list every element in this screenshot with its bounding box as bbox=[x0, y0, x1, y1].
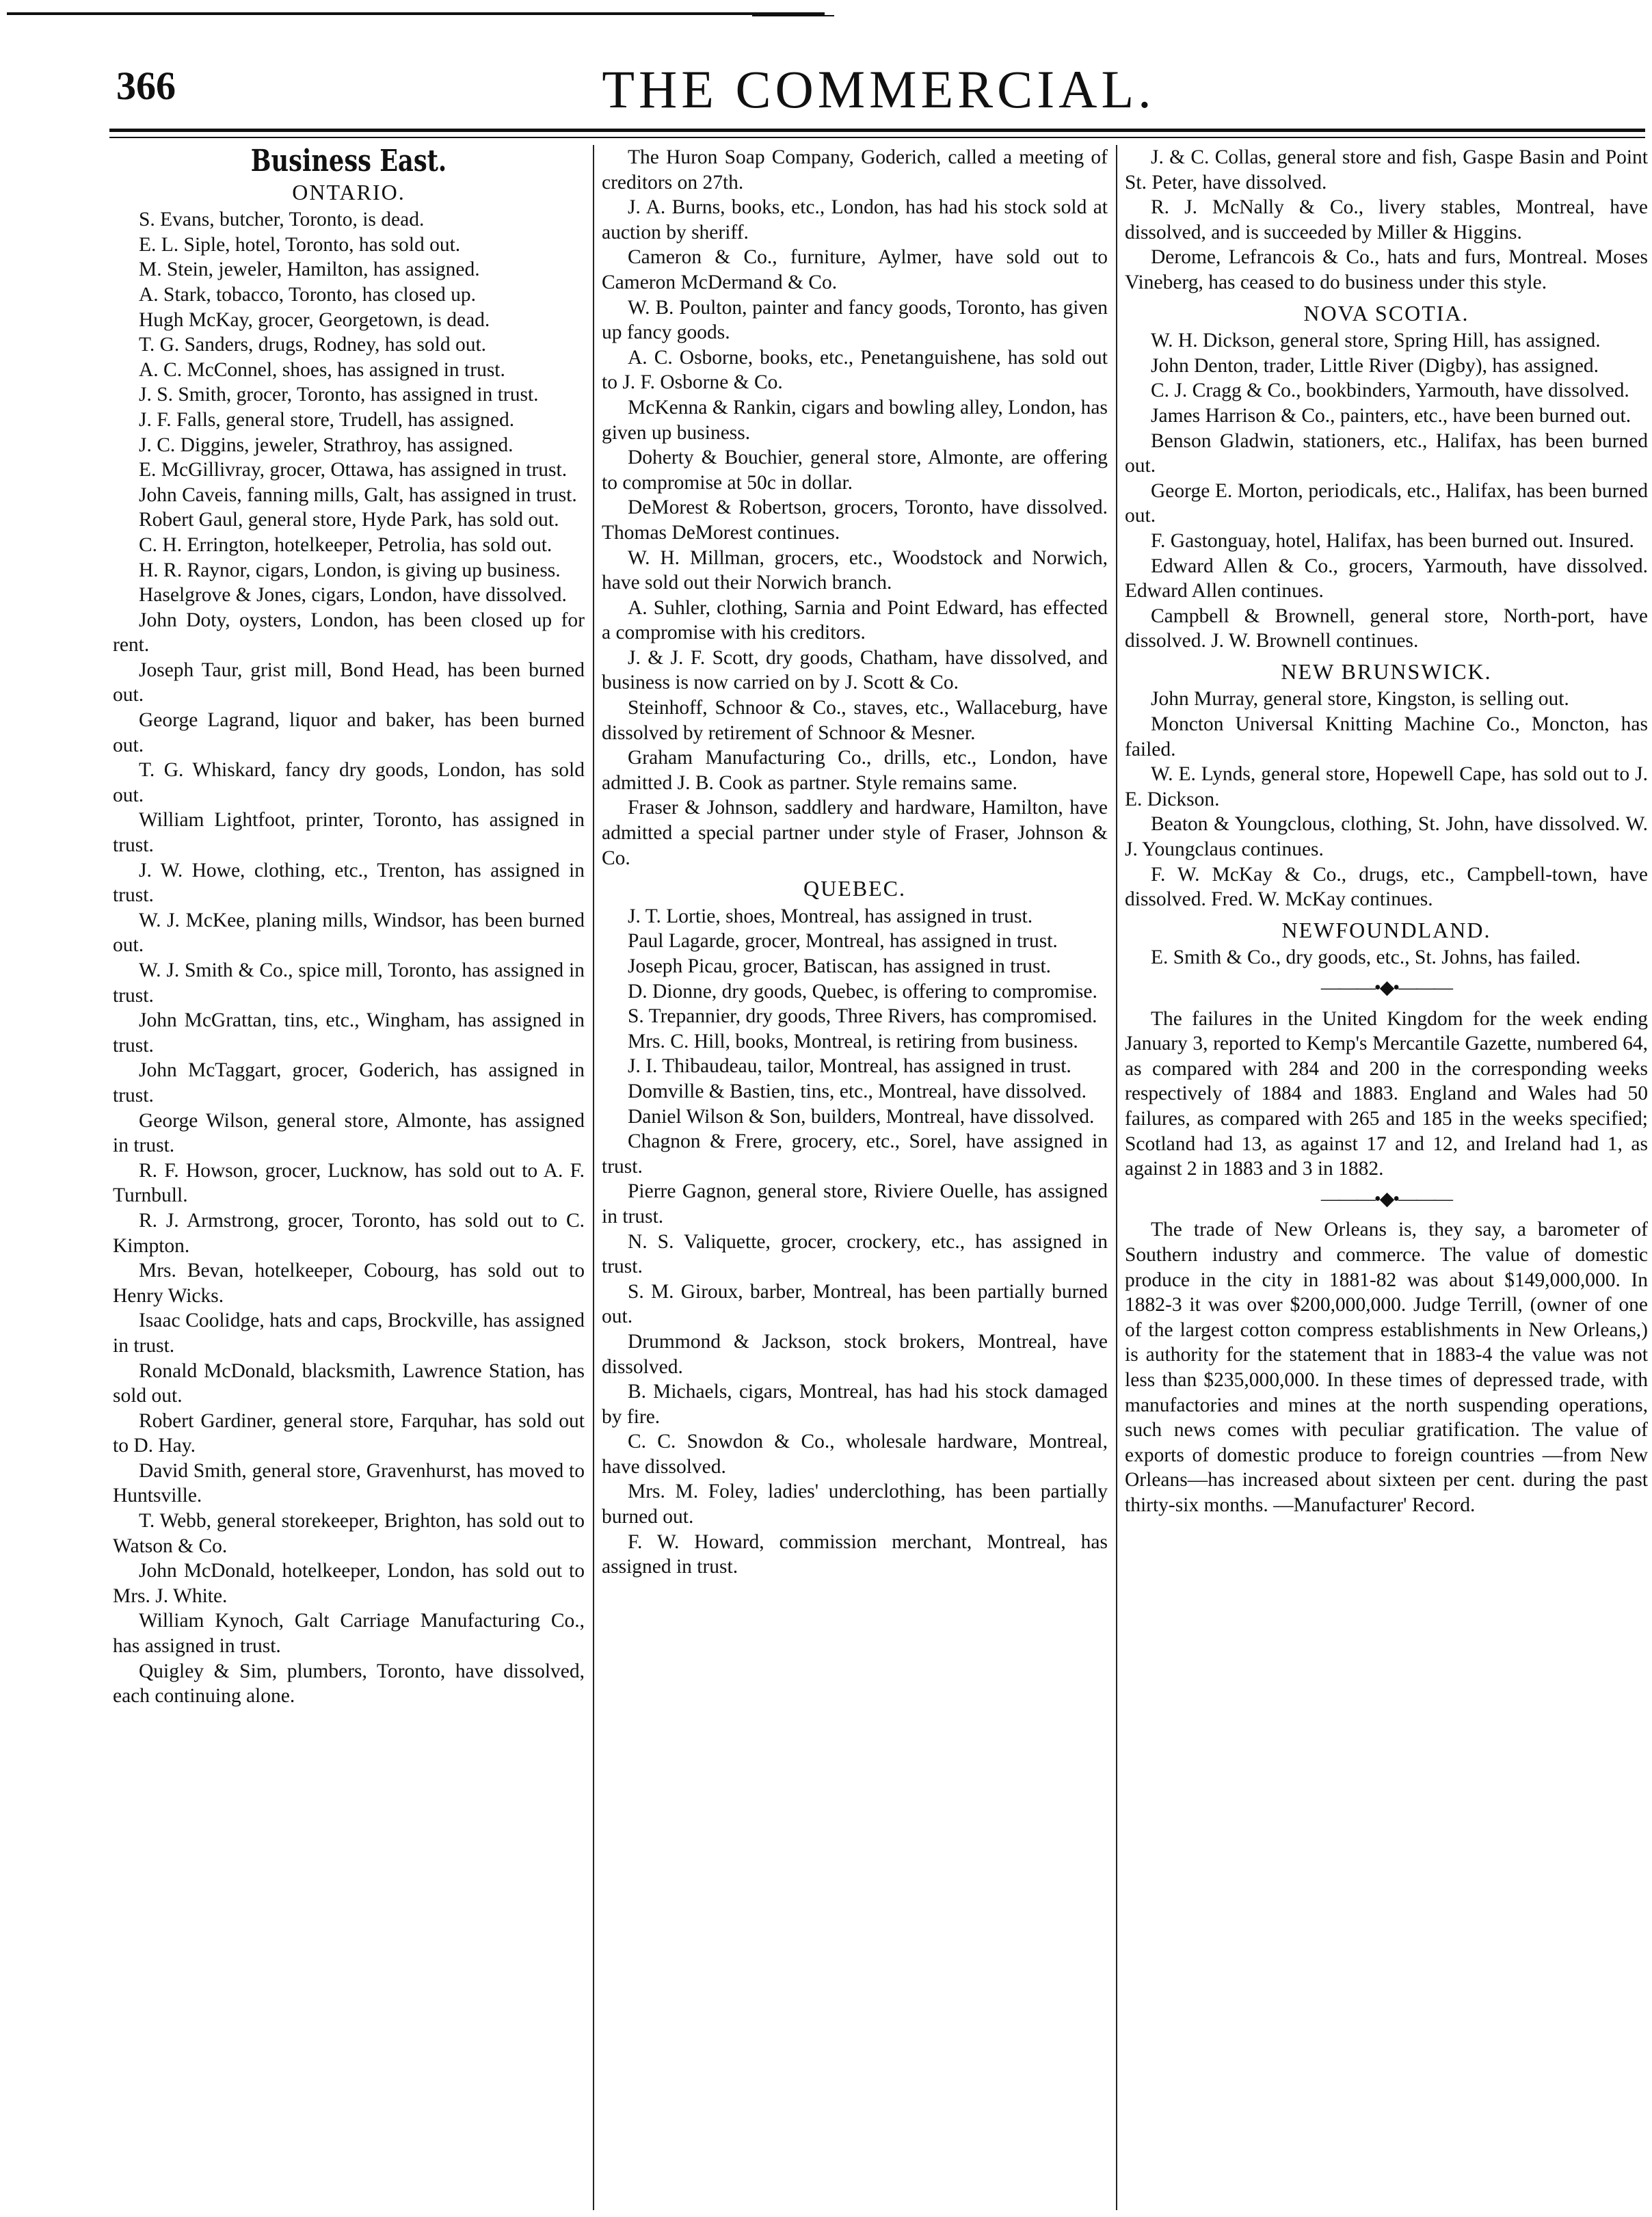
list-entry: T. G. Sanders, drugs, Rodney, has sold out. bbox=[139, 334, 487, 356]
list-entry: A. Suhler, clothing, Sarnia and Point Edward, has effected a compromise with his creditors. bbox=[602, 596, 1108, 644]
list-entry: Doherty & Bouchier, general store, Almonte, are offering to compromise at 50c in dollar. bbox=[602, 447, 1108, 494]
list-entry: R. J. Armstrong, grocer, Toronto, has sold out to C. Kimpton. bbox=[113, 1209, 585, 1257]
list-entry: F. W. McKay & Co., drugs, etc., Campbell-town, have dissolved. Fred. W. McKay continues. bbox=[1125, 863, 1648, 911]
list-entry: William Kynoch, Galt Carriage Manufacturing Co., has assigned in trust. bbox=[113, 1610, 585, 1658]
list-entry: Graham Manufacturing Co., drills, etc., London, have admitted J. B. Cook as partner. Style remains same. bbox=[602, 747, 1108, 794]
list-entry: J. I. Thibaudeau, tailor, Montreal, has assigned in trust. bbox=[628, 1055, 1071, 1078]
list-entry: C. C. Snowdon & Co., wholesale hardware, Montreal, have dissolved. bbox=[602, 1431, 1108, 1478]
list-entry: John McDonald, hotelkeeper, London, has sold out to Mrs. J. White. bbox=[113, 1560, 585, 1607]
heading-new-brunswick: NEW BRUNSWICK. bbox=[1281, 659, 1492, 684]
list-entry: Moncton Universal Knitting Machine Co., Moncton, has failed. bbox=[1125, 713, 1648, 760]
heading-newfoundland: NEWFOUNDLAND. bbox=[1281, 917, 1491, 942]
list-entry: R. J. McNally & Co., livery stables, Montreal, have dissolved, and is succeeded by Miller & Higgins. bbox=[1125, 196, 1648, 243]
top-rule bbox=[7, 12, 825, 15]
list-entry: T. Webb, general storekeeper, Brighton, has sold out to Watson & Co. bbox=[113, 1510, 585, 1557]
list-entry: Benson Gladwin, stationers, etc., Halifax, has been burned out. bbox=[1125, 429, 1648, 477]
heading-quebec: QUEBEC. bbox=[803, 876, 906, 901]
list-entry: John McGrattan, tins, etc., Wingham, has assigned in trust. bbox=[113, 1009, 585, 1057]
nova-scotia-list bbox=[1125, 328, 1648, 654]
list-entry: C. H. Errington, hotelkeeper, Petrolia, has sold out. bbox=[139, 533, 552, 556]
list-entry: Daniel Wilson & Son, builders, Montreal, have dissolved. bbox=[628, 1105, 1095, 1128]
list-entry: F. W. Howard, commission merchant, Montreal, has assigned in trust. bbox=[602, 1530, 1108, 1578]
columns bbox=[113, 145, 1648, 2210]
list-entry: Fraser & Johnson, saddlery and hardware, Hamilton, have admitted a special partner under style of Fraser, Johnson & Co. bbox=[602, 797, 1108, 869]
list-entry: J. & J. F. Scott, dry goods, Chatham, have dissolved, and business is now carried on by J. Scott & Co. bbox=[602, 646, 1108, 694]
list-entry: A. C. McConnel, shoes, has assigned in trust. bbox=[139, 358, 505, 381]
list-entry: John McTaggart, grocer, Goderich, has assigned in trust. bbox=[113, 1059, 585, 1106]
list-entry: W. E. Lynds, general store, Hopewell Cape, has sold out to J. E. Dickson. bbox=[1125, 763, 1648, 810]
quebec-list-continued bbox=[1125, 145, 1648, 295]
list-entry: Edward Allen & Co., grocers, Yarmouth, have dissolved. Edward Allen continues. bbox=[1125, 555, 1648, 602]
list-entry: J. C. Diggins, jeweler, Strathroy, has assigned. bbox=[139, 434, 514, 456]
list-entry: John Denton, trader, Little River (Digby), has assigned. bbox=[1151, 354, 1599, 377]
list-entry: Mrs. C. Hill, books, Montreal, is retiring from business. bbox=[628, 1030, 1078, 1052]
list-entry: B. Michaels, cigars, Montreal, has had his stock damaged by fire. bbox=[602, 1381, 1108, 1428]
list-entry: J. F. Falls, general store, Trudell, has assigned. bbox=[139, 408, 515, 431]
list-entry: Derome, Lefrancois & Co., hats and furs, Montreal. Moses Vineberg, has ceased to do business under this style. bbox=[1125, 246, 1648, 293]
list-entry: George E. Morton, periodicals, etc., Halifax, has been burned out. bbox=[1125, 479, 1648, 527]
column-1 bbox=[113, 145, 585, 2210]
list-entry: R. F. Howson, grocer, Lucknow, has sold out to A. F. Turnbull. bbox=[113, 1159, 585, 1207]
list-entry: DeMorest & Robertson, grocers, Toronto, have dissolved. Thomas DeMorest continues. bbox=[602, 496, 1108, 544]
list-entry: T. G. Whiskard, fancy dry goods, London, has sold out. bbox=[113, 759, 585, 806]
ornament-divider-2: ———•◆•——— bbox=[1320, 1188, 1452, 1210]
list-entry: Hugh McKay, grocer, Georgetown, is dead. bbox=[139, 308, 490, 331]
list-entry: A. Stark, tobacco, Toronto, has closed up. bbox=[139, 283, 477, 306]
list-entry: S. Evans, butcher, Toronto, is dead. bbox=[139, 209, 425, 231]
list-entry: Robert Gardiner, general store, Farquhar, has sold out to D. Hay. bbox=[113, 1409, 585, 1457]
list-entry: Paul Lagarde, grocer, Montreal, has assigned in trust. bbox=[628, 930, 1058, 953]
column-divider-2 bbox=[1116, 145, 1117, 2210]
list-entry: S. M. Giroux, barber, Montreal, has been partially burned out. bbox=[602, 1280, 1108, 1328]
list-entry: Ronald McDonald, blacksmith, Lawrence Station, has sold out. bbox=[113, 1359, 585, 1407]
list-entry: J. W. Howe, clothing, etc., Trenton, has assigned in trust. bbox=[113, 859, 585, 907]
page-number: 366 bbox=[116, 64, 176, 108]
list-entry: Beaton & Youngclous, clothing, St. John, have dissolved. W. J. Youngclaus continues. bbox=[1125, 813, 1648, 861]
list-entry: Domville & Bastien, tins, etc., Montreal, have dissolved. bbox=[628, 1080, 1087, 1102]
list-entry: John Caveis, fanning mills, Galt, has assigned in trust. bbox=[139, 483, 577, 506]
masthead-title: THE COMMERCIAL. bbox=[602, 59, 1156, 119]
list-entry: Pierre Gagnon, general store, Riviere Ouelle, has assigned in trust. bbox=[602, 1180, 1108, 1227]
list-entry: Chagnon & Frere, grocery, etc., Sorel, have assigned in trust. bbox=[602, 1130, 1108, 1178]
top-rule-short bbox=[752, 15, 834, 16]
list-entry: N. S. Valiquette, grocer, crockery, etc., has assigned in trust. bbox=[602, 1230, 1108, 1278]
list-entry: W. J. McKee, planing mills, Windsor, has been burned out. bbox=[113, 909, 585, 957]
column-2 bbox=[602, 145, 1108, 2210]
list-entry: W. B. Poulton, painter and fancy goods, Toronto, has given up fancy goods. bbox=[602, 296, 1108, 344]
list-entry: George Wilson, general store, Almonte, has assigned in trust. bbox=[113, 1109, 585, 1157]
column-3 bbox=[1125, 145, 1648, 2210]
list-entry: Mrs. M. Foley, ladies' underclothing, has been partially burned out. bbox=[602, 1481, 1108, 1528]
heading-nova-scotia: NOVA SCOTIA. bbox=[1303, 300, 1469, 326]
ontario-list bbox=[113, 207, 585, 1709]
list-entry: D. Dionne, dry goods, Quebec, is offering to compromise. bbox=[628, 980, 1097, 1003]
quebec-list bbox=[602, 904, 1108, 1580]
list-entry: A. C. Osborne, books, etc., Penetanguishene, has sold out to J. F. Osborne & Co. bbox=[602, 346, 1108, 394]
column-divider-1 bbox=[593, 145, 594, 2210]
list-entry: E. Smith & Co., dry goods, etc., St. Johns, has failed. bbox=[1151, 946, 1581, 969]
page-header bbox=[116, 59, 1641, 120]
list-entry: J. T. Lortie, shoes, Montreal, has assigned in trust. bbox=[628, 905, 1033, 927]
list-entry: E. L. Siple, hotel, Toronto, has sold out. bbox=[139, 233, 461, 256]
section-title: Business East. bbox=[250, 145, 447, 178]
list-entry: J. A. Burns, books, etc., London, has had his stock sold at auction by sheriff. bbox=[602, 196, 1108, 243]
list-entry: Joseph Taur, grist mill, Bond Head, has been burned out. bbox=[113, 659, 585, 706]
list-entry: J. S. Smith, grocer, Toronto, has assigned in trust. bbox=[139, 384, 539, 406]
newfoundland-list bbox=[1125, 945, 1648, 970]
list-entry: H. R. Raynor, cigars, London, is giving up business. bbox=[139, 559, 561, 581]
list-entry: S. Trepannier, dry goods, Three Rivers, has compromised. bbox=[628, 1005, 1097, 1028]
list-entry: Haselgrove & Jones, cigars, London, have dissolved. bbox=[139, 584, 567, 607]
list-entry: J. & C. Collas, general store and fish, Gaspe Basin and Point St. Peter, have dissolved. bbox=[1125, 146, 1648, 194]
list-entry: William Lightfoot, printer, Toronto, has assigned in trust. bbox=[113, 809, 585, 857]
list-entry: The Huron Soap Company, Goderich, called a meeting of creditors on 27th. bbox=[602, 146, 1108, 194]
list-entry: C. J. Cragg & Co., bookbinders, Yarmouth, have dissolved. bbox=[1151, 380, 1629, 402]
new-brunswick-list bbox=[1125, 687, 1648, 912]
list-entry: Steinhoff, Schnoor & Co., staves, etc., Wallaceburg, have dissolved by retirement of Schnoor & Mesner. bbox=[602, 697, 1108, 744]
uk-failures-paragraph: The failures in the United Kingdom for the week ending January 3, reported to Kemp's Mercantile Gazette, numbered 64, as compared with 284 and 200 in the corresponding weeks respectively of 1884 and 1883. England and Wales had 50 failures, as compared with 265 and 185 in the weeks specified; Scotland had 13, as against 17 and 12, and Ireland had 1, as against 2 in 1883 and 3 in 1882. bbox=[1125, 1007, 1648, 1180]
heading-ontario: ONTARIO. bbox=[292, 179, 405, 204]
ornament-divider-1: ———•◆•——— bbox=[1320, 977, 1452, 998]
list-entry: McKenna & Rankin, cigars and bowling alley, London, has given up business. bbox=[602, 396, 1108, 444]
list-entry: Quigley & Sim, plumbers, Toronto, have dissolved, each continuing alone. bbox=[113, 1660, 585, 1708]
list-entry: M. Stein, jeweler, Hamilton, has assigned. bbox=[139, 258, 480, 281]
header-rule-thick bbox=[109, 129, 1645, 132]
list-entry: Isaac Coolidge, hats and caps, Brockville, has assigned in trust. bbox=[113, 1310, 585, 1357]
new-orleans-paragraph: The trade of New Orleans is, they say, a barometer of Southern industry and commerce. The value of domestic produce in the city in 1881-82 was about $149,000,000. In 1882-3 it was over $200,000,000. Judge Terrill, (owner of one of the largest cotton compress establishments in New Orleans,) is authority for the statement that in 1883-4 the value was not less than $235,000,000. In these times of depressed trade, with manufactories and mines at the north suspending operations, such news comes with peculiar gratification. The value of exports of domestic produce to foreign countries —from New Orleans—has increased about sixteen per cent. during the past thirty-six months. —Manufacturer' Record. bbox=[1125, 1219, 1648, 1516]
list-entry: Campbell & Brownell, general store, North-port, have dissolved. J. W. Brownell continues. bbox=[1125, 605, 1648, 652]
list-entry: John Murray, general store, Kingston, is selling out. bbox=[1151, 688, 1569, 711]
list-entry: Robert Gaul, general store, Hyde Park, has sold out. bbox=[139, 509, 559, 531]
list-entry: George Lagrand, liquor and baker, has been burned out. bbox=[113, 709, 585, 756]
list-entry: Mrs. Bevan, hotelkeeper, Cobourg, has sold out to Henry Wicks. bbox=[113, 1260, 585, 1307]
list-entry: Cameron & Co., furniture, Aylmer, have sold out to Cameron McDermand & Co. bbox=[602, 246, 1108, 293]
ontario-list-continued bbox=[602, 145, 1108, 871]
header-rule-thin bbox=[109, 137, 1645, 138]
list-entry: W. H. Millman, grocers, etc., Woodstock and Norwich, have sold out their Norwich branch. bbox=[602, 546, 1108, 594]
list-entry: E. McGillivray, grocer, Ottawa, has assigned in trust. bbox=[139, 459, 568, 481]
list-entry: Drummond & Jackson, stock brokers, Montreal, have dissolved. bbox=[602, 1330, 1108, 1378]
list-entry: John Doty, oysters, London, has been closed up for rent. bbox=[113, 609, 585, 656]
list-entry: W. H. Dickson, general store, Spring Hill, has assigned. bbox=[1151, 330, 1601, 352]
list-entry: F. Gastonguay, hotel, Halifax, has been burned out. Insured. bbox=[1151, 529, 1634, 552]
list-entry: Joseph Picau, grocer, Batiscan, has assigned in trust. bbox=[628, 955, 1052, 977]
list-entry: W. J. Smith & Co., spice mill, Toronto, has assigned in trust. bbox=[113, 959, 585, 1007]
list-entry: David Smith, general store, Gravenhurst, has moved to Huntsville. bbox=[113, 1459, 585, 1507]
list-entry: James Harrison & Co., painters, etc., have been burned out. bbox=[1151, 404, 1631, 427]
